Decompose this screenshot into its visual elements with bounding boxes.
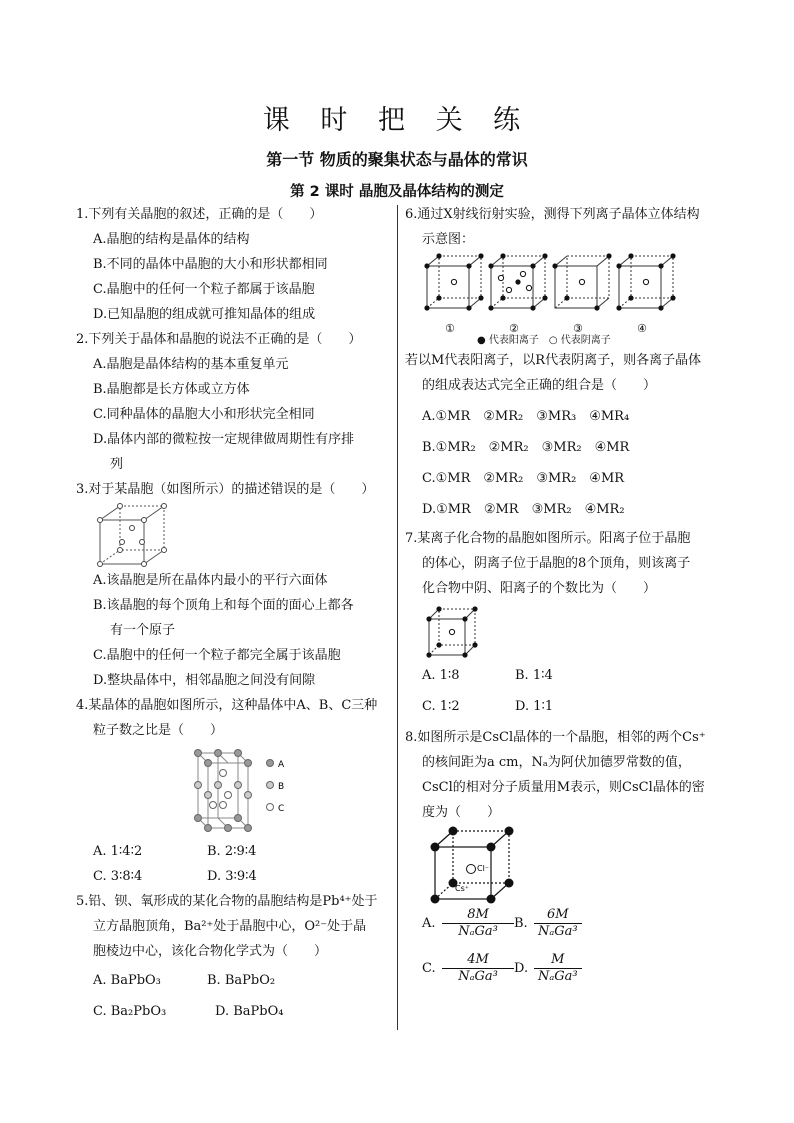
q4-stem: 4.某晶体的晶胞如图所示，这种晶体中A、B、C三种 <box>76 698 378 713</box>
q5-option-a: A. BaPbO₃ <box>93 973 161 988</box>
q8-stem-cont2: CsCl的相对分子质量用M表示，则CsCl晶体的密 <box>422 780 705 795</box>
q8-fig-cs-label: Cs⁺ <box>455 884 469 893</box>
q4-option-a: A. 1∶4∶2 <box>93 844 143 859</box>
q2-option-d: D.晶体内部的微粒按一定规律做周期性有序排 <box>93 432 355 447</box>
q8-figure <box>405 825 725 905</box>
q8-option-b-letter: B. <box>514 916 528 931</box>
q4-option-d: D. 3∶9∶4 <box>207 869 257 884</box>
q8-option-a-letter: A. <box>422 916 436 931</box>
q8-option-c-frac <box>442 952 514 985</box>
q1-option-b: B.不同的晶体中晶胞的大小和形状都相同 <box>93 257 328 272</box>
q7-option-c: C. 1∶2 <box>422 699 460 714</box>
q8-option-c-den: NₐGa³ <box>458 969 498 984</box>
q6-option-a: A.①MR ②MR₂ ③MR₃ ④MR₄ <box>422 409 630 424</box>
page-title: 课 时 把 关 练 <box>262 105 532 136</box>
q6-label-1: ① <box>445 322 455 335</box>
q8-option-c-num: 4M <box>442 952 514 969</box>
q6-option-b: B.①MR₂ ②MR₂ ③MR₂ ④MR <box>422 440 630 455</box>
q4-legend-c: C <box>278 804 285 814</box>
q7-option-a: A. 1∶8 <box>422 668 460 683</box>
q6-label-3: ③ <box>573 322 583 335</box>
q7-stem-cont1: 的体心，阴离子位于晶胞的8个顶角，则该离子 <box>422 556 691 571</box>
q8-option-c-letter: C. <box>422 961 436 976</box>
q2-option-a: A.晶胞是晶体结构的基本重复单元 <box>93 357 289 372</box>
q1-option-d: D.已知晶胞的组成就可推知晶体的组成 <box>93 307 316 322</box>
q8-option-b-frac <box>534 907 582 940</box>
column-divider <box>397 205 398 1030</box>
section-title: 第一节 物质的聚集状态与晶体的常识 <box>266 150 528 169</box>
q7-stem: 7.某离子化合物的晶胞如图所示。阳离子位于晶胞 <box>405 531 691 546</box>
q3-option-a: A.该晶胞是所在晶体内最小的平行六面体 <box>93 573 328 588</box>
q6-text1: 若以M代表阳离子，以R代表阴离子，则各离子晶体 <box>405 353 702 368</box>
q6-option-d: D.①MR ②MR ③MR₂ ④MR₂ <box>422 502 625 517</box>
q6-stem: 6.通过X射线衍射实验，测得下列离子晶体立体结构 <box>405 207 700 222</box>
q3-stem: 3.对于某晶胞（如图所示）的描述错误的是（ ） <box>76 482 375 497</box>
q6-figures <box>405 252 725 340</box>
q5-option-c: C. Ba₂PbO₃ <box>93 1004 167 1019</box>
q7-option-d: D. 1∶1 <box>515 699 554 714</box>
q3-option-b: B.该晶胞的每个顶角上和每个面的面心上都各 <box>93 598 354 613</box>
q8-option-d-den: NₐGa³ <box>538 969 578 984</box>
q8-option-b-num: 6M <box>534 907 582 924</box>
q8-stem: 8.如图所示是CsCl晶体的一个晶胞，相邻的两个Cs⁺ <box>405 730 706 745</box>
q2-option-b: B.晶胞都是长方体或立方体 <box>93 382 250 397</box>
q6-option-c: C.①MR ②MR₂ ③MR₂ ④MR <box>422 471 625 486</box>
q2-option-d-cont: 列 <box>110 457 124 472</box>
q6-text2: 的组成表达式完全正确的组合是（ ） <box>422 378 657 393</box>
q2-option-c: C.同种晶体的晶胞大小和形状完全相同 <box>93 407 315 422</box>
q3-option-b-cont: 有一个原子 <box>110 623 176 638</box>
q5-stem: 5.铅、钡、氧形成的某化合物的晶胞结构是Pb⁴⁺处于 <box>76 894 378 909</box>
q2-stem: 2.下列关于晶体和晶胞的说法不正确的是（ ） <box>76 332 362 347</box>
q4-option-b: B. 2∶9∶4 <box>207 844 257 859</box>
q4-legend-b: B <box>278 782 285 792</box>
lesson-title: 第 2 课时 晶胞及晶体结构的测定 <box>290 184 504 200</box>
q8-stem-cont1: 的核间距为a cm，Nₐ为阿伏加德罗常数的值， <box>422 755 691 770</box>
q8-fig-cl-label: Cl⁻ <box>477 864 490 873</box>
q6-label-4: ④ <box>637 322 647 335</box>
q5-stem-cont2: 胞棱边中心，该化合物化学式为（ ） <box>93 944 328 959</box>
q8-option-a-den: NₐGa³ <box>458 924 498 939</box>
q1-stem: 1.下列有关晶胞的叙述，正确的是（ ） <box>76 207 323 222</box>
q8-option-d-frac <box>534 952 582 985</box>
q1-option-a: A.晶胞的结构是晶体的结构 <box>93 232 250 247</box>
q3-option-c: C.晶胞中的任何一个粒子都完全属于该晶胞 <box>93 648 341 663</box>
q7-figure <box>405 605 725 663</box>
q3-figure <box>76 502 394 568</box>
q5-option-b: B. BaPbO₂ <box>207 973 276 988</box>
q6-legend: ● 代表阳离子 ○ 代表阴离子 <box>477 335 611 346</box>
q8-option-a-frac <box>442 907 514 940</box>
q8-option-d-letter: D. <box>514 961 529 976</box>
q7-stem-cont2: 化合物中阴、阳离子的个数比为（ ） <box>422 581 657 596</box>
q5-option-d: D. BaPbO₄ <box>215 1004 284 1019</box>
q8-option-a-num: 8M <box>442 907 514 924</box>
q4-stem-cont: 粒子数之比是（ ） <box>93 723 224 738</box>
q1-option-c: C.晶胞中的任何一个粒子都属于该晶胞 <box>93 282 315 297</box>
q4-option-c: C. 3∶8∶4 <box>93 869 143 884</box>
q5-stem-cont1: 立方晶胞顶角，Ba²⁺处于晶胞中心，O²⁻处于晶 <box>93 919 367 934</box>
q3-option-d: D.整块晶体中，相邻晶胞之间没有间隙 <box>93 673 316 688</box>
q6-label-2: ② <box>509 322 519 335</box>
q4-legend-a: A <box>278 760 285 770</box>
q8-stem-cont3: 度为（ ） <box>422 805 501 820</box>
right-column <box>405 202 725 985</box>
q7-option-b: B. 1∶4 <box>515 668 553 683</box>
q4-figure <box>76 743 394 839</box>
q8-option-d-num: M <box>534 952 582 969</box>
left-column <box>76 202 394 1024</box>
q6-stem-cont: 示意图： <box>422 232 475 247</box>
q8-option-b-den: NₐGa³ <box>538 924 578 939</box>
